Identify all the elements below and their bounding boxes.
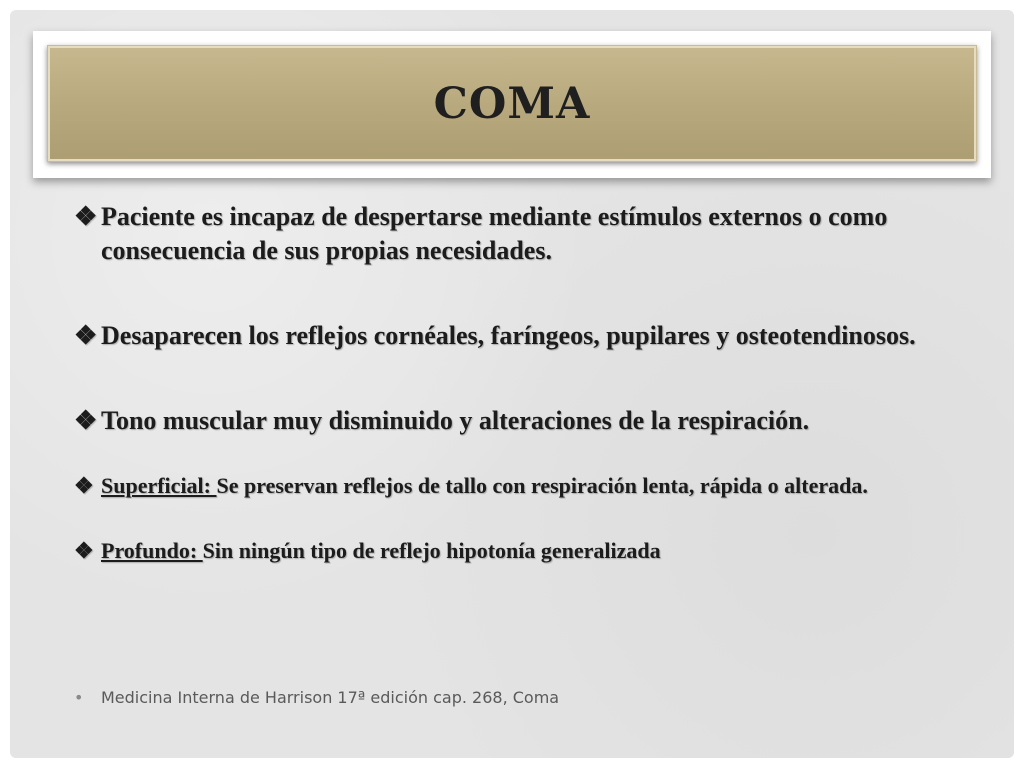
reference-text: Medicina Interna de Harrison 17ª edición cap. 268, Coma	[101, 688, 560, 707]
bullet-text: Sin ningún tipo de reflejo hipotonía generalizada	[202, 538, 661, 563]
diamond-bullet-icon: ❖	[74, 202, 98, 231]
bullet-item-2	[74, 319, 974, 353]
slide-title: COMA	[433, 78, 591, 129]
diamond-bullet-icon: ❖	[74, 406, 98, 435]
bullet-text: Paciente es incapaz de despertarse mediante estímulos externos o como consecuencia de sus propias necesidades.	[101, 202, 888, 265]
bullet-item-profundo	[74, 536, 974, 566]
bullet-text: Desaparecen los reflejos cornéales, faríngeos, pupilares y osteotendinosos.	[101, 321, 916, 350]
diamond-bullet-icon: ❖	[74, 473, 94, 498]
dot-bullet-icon: •	[74, 688, 84, 707]
bullet-list	[74, 200, 974, 566]
bullet-label: Superficial:	[101, 473, 217, 498]
bullet-item-1	[74, 200, 974, 268]
bullet-label: Profundo:	[101, 538, 203, 563]
bullet-item-3	[74, 404, 974, 438]
reference-citation	[74, 688, 1001, 707]
bullet-item-superficial	[74, 471, 974, 501]
diamond-bullet-icon: ❖	[74, 321, 98, 350]
bullet-text: Se preservan reflejos de tallo con respiración lenta, rápida o alterada.	[216, 473, 868, 498]
bullet-text: Tono muscular muy disminuido y alteraciones de la respiración.	[101, 406, 810, 435]
diamond-bullet-icon: ❖	[74, 538, 94, 563]
